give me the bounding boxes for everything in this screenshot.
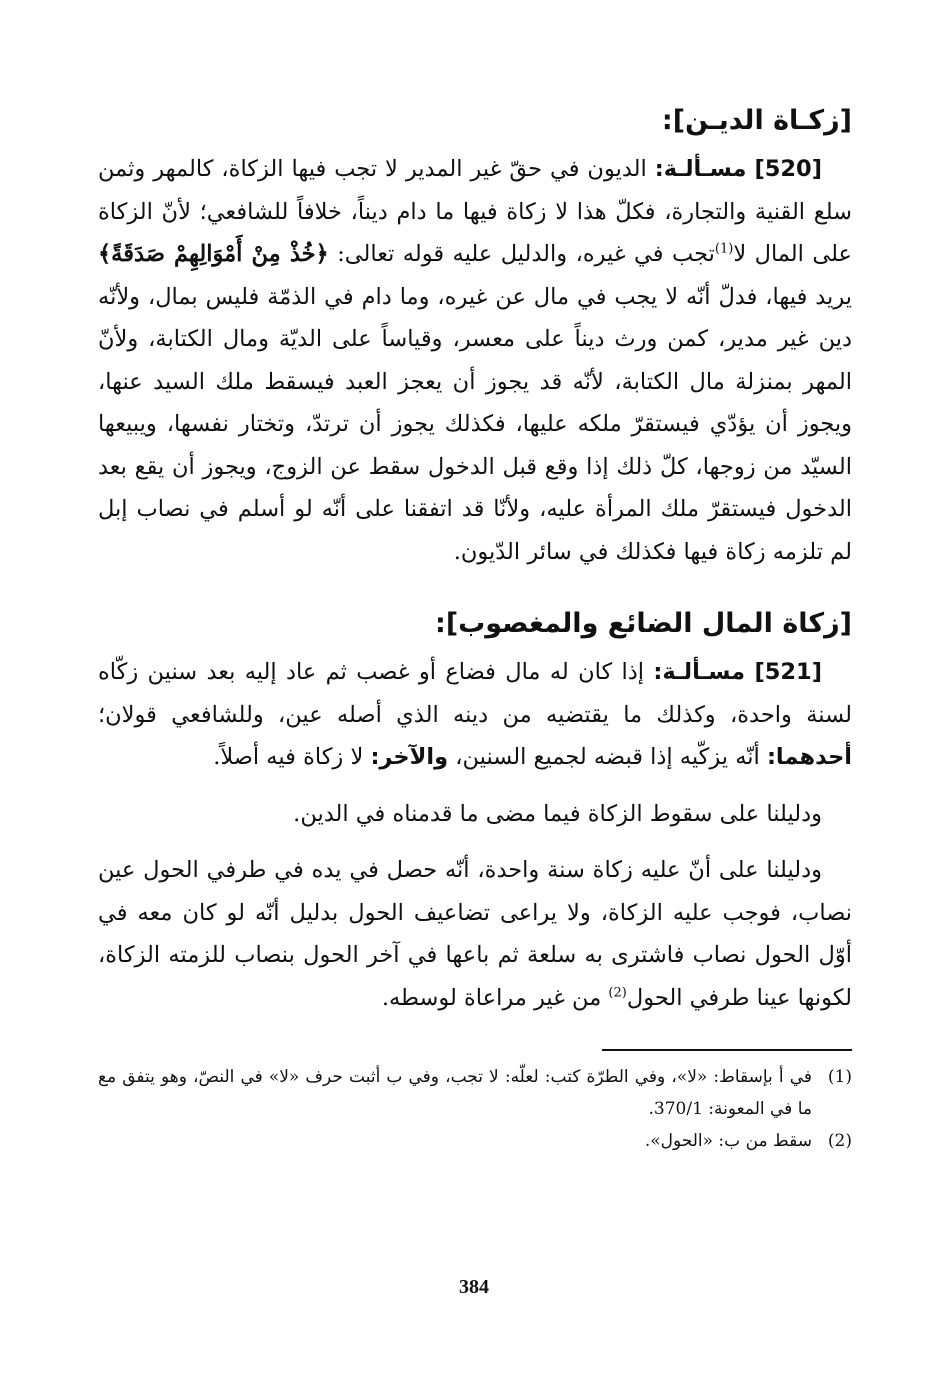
footnote-ref[interactable]: (2)	[608, 985, 627, 1000]
issue-label: مسـألـة:	[653, 659, 746, 685]
paragraph-text: ودليلنا على أنّ عليه زكاة سنة واحدة، أنّه حصل في يده في طرفي الحول عين نصاب، فوجب عليه الزكاة، ولا يراعى تضاعيف الحول بدليل أنّه لو كان معه في أوّل الحول نصاب فاشترى به سلعة ثم باعها في آخر الحول بنصاب للزمته الزكاة، لكونها عينا طرفي الحول	[98, 857, 852, 1011]
second-opinion-label: والآخر:	[370, 744, 449, 770]
paragraph-text: تجب في غيره، والدليل عليه قوله تعالى:	[328, 241, 715, 267]
issue-number: [520]	[754, 156, 823, 182]
footnote-divider	[602, 1049, 852, 1051]
issue-label: مسـألـة:	[654, 156, 747, 182]
page-body	[98, 100, 852, 1157]
footnote-text: سقط من ب: «الحول».	[644, 1131, 812, 1151]
paragraph-evidence-2	[98, 849, 852, 1019]
paragraph-issue-520	[98, 148, 852, 573]
page-number: 384	[459, 1276, 489, 1298]
footnote-text: في أ بإسقاط: «لا»، وفي الطرّة كتب: لعلّه: لا تجب، وفي ب أثبت حرف «لا» في النصّ، وهو يتفق مع ما في المعونة: 370/1.	[98, 1067, 812, 1119]
paragraph-text: لا زكاة فيه أصلاً.	[213, 744, 371, 770]
footnote-number: (1)	[827, 1067, 852, 1087]
paragraph-text: من غير مراعاة لوسطه.	[381, 984, 609, 1011]
footnote-2	[98, 1125, 852, 1157]
section-heading-lost-property-zakat: [زكاة المال الضائع والمغصوب]:	[435, 608, 852, 639]
first-opinion-label: أحدهما:	[766, 744, 852, 770]
paragraph-text: أنّه يزكّيه إذا قبضه لجميع السنين،	[448, 744, 767, 770]
paragraph-issue-521	[98, 651, 852, 779]
paragraph-text: إذا كان له مال فضاع أو غصب ثم عاد إليه بعد سنين زكّاه لسنة واحدة، وكذلك ما يقتضيه من دينه الذي أصله عين، وللشافعي قولان؛	[98, 659, 852, 728]
paragraph-evidence-1: ودليلنا على سقوط الزكاة فيما مضى ما قدمناه في الدين.	[293, 800, 822, 827]
issue-number: [521]	[754, 659, 822, 685]
footnote-1	[98, 1061, 852, 1125]
footnote-number: (2)	[827, 1131, 852, 1151]
paragraph-text: الديون في حقّ غير المدير لا تجب فيها الزكاة، كالمهر وثمن سلع القنية والتجارة، فكلّ هذا لا زكاة فيها ما دام ديناً، خلافاً للشافعي؛ لأنّ الزكاة على المال لا	[98, 156, 852, 267]
quran-verse: ﴿خُذْ مِنْ أَمْوَالِهِمْ صَدَقَةً﴾	[98, 241, 329, 267]
footnote-ref[interactable]: (1)	[714, 241, 734, 257]
section-heading-debt-zakat: [زكـاة الديـن]:	[661, 105, 852, 136]
paragraph-text: يريد فيها، فدلّ أنّه لا يجب في مال عن غيره، وما دام في الذمّة فليس بمال، ولأنّه دين غير مدير، كمن ورث ديناً على معسر، وقياساً على الديّة ومال الكتابة، ولأنّ المهر بمنزلة مال الكتابة، لأنّه قد يجوز أن يعجز العبد فيسقط ملك السيد عنها، ويجوز أن يؤدّي فيستقرّ ملكه عليها، فكذلك يجوز أن ترتدّ، وتختار نفسها، ويبيعها السيّد من زوجها، كلّ ذلك إذا وقع قبل الدخول سقط عن الزوج، ويجوز أن يقع بعد الدخول فيستقرّ ملك المرأة عليه، ولأنّا قد اتفقنا على أنّه لو أسلم في نصاب إبل لم تلزمه زكاة فيها فكذلك في سائر الدّيون.	[98, 283, 852, 565]
